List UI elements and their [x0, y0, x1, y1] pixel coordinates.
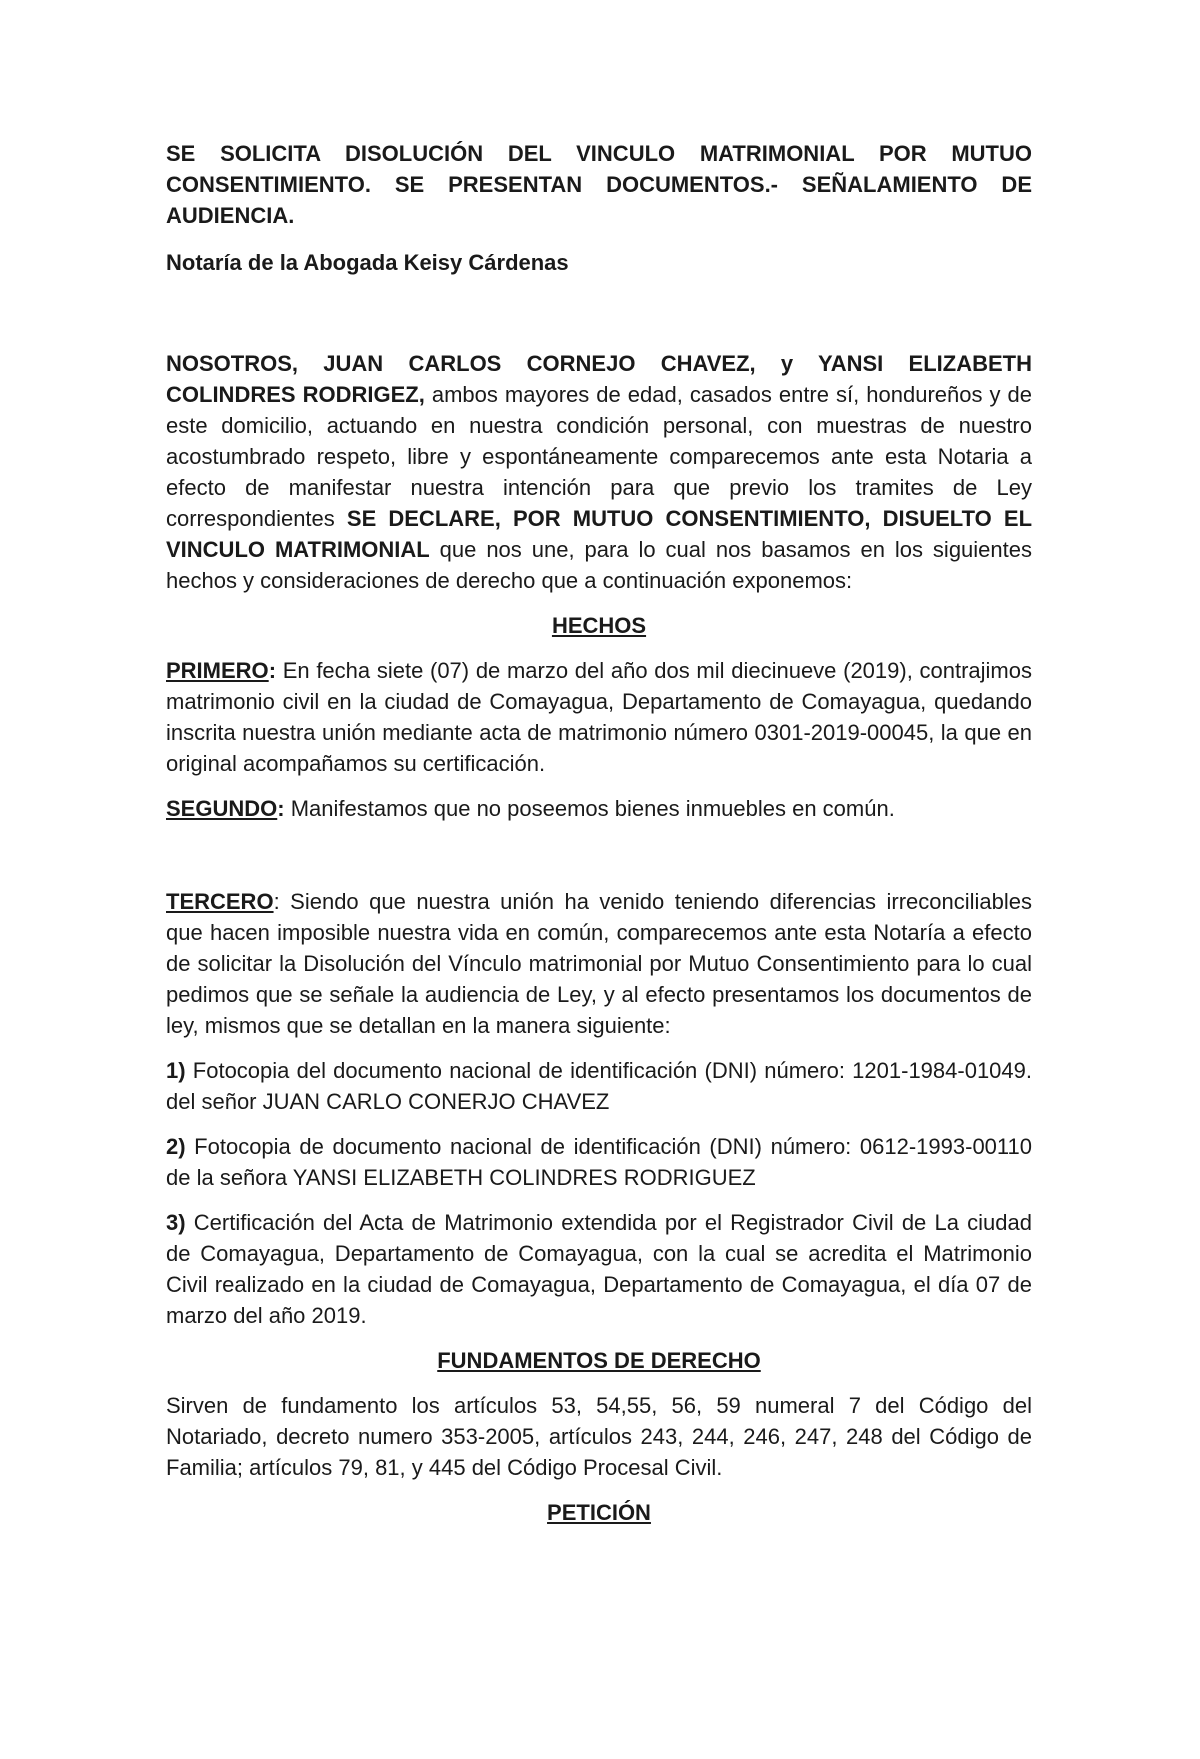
fundamentos-paragraph: Sirven de fundamento los artículos 53, 54,55, 56, 59 numeral 7 del Código del Notariado, decreto numero 353-2005, artículos 243, 244, 246, 247, 248 del Código de Familia; artículos 79, 81, y 445 del Código Procesal Civil. [166, 1393, 1032, 1480]
notary-name: Notaría de la Abogada Keisy Cárdenas [166, 250, 569, 275]
fact-tercero-text: Siendo que nuestra unión ha venido teniendo diferencias irreconciliables que hacen imposible nuestra vida en común, comparecemos ante esta Notaría a efecto de solicitar la Disolución del Vínculo matrimonial por Mutuo Consentimiento para lo cual pedimos que se señale la audiencia de Ley, y al efecto presentamos los documentos de ley, mismos que se detallan en la manera siguiente: [166, 889, 1032, 1038]
document-item-text: Fotocopia de documento nacional de identificación (DNI) número: 0612-1993-00110 de la señora YANSI ELIZABETH COLINDRES RODRIGUEZ [166, 1134, 1032, 1190]
fact-primero-label: PRIMERO [166, 658, 269, 683]
intro-request: SE DECLARE, POR MUTUO CONSENTIMIENTO, DISUELTO EL VINCULO MATRIMONIAL [166, 506, 1033, 562]
fact-tercero-label: TERCERO [166, 889, 274, 914]
fact-tercero-colon: : [273, 889, 280, 914]
document-title: SE SOLICITA DISOLUCIÓN DEL VINCULO MATRIMONIAL POR MUTUO CONSENTIMIENTO. SE PRESENTAN DOCUMENTOS.- SEÑALAMIENTO DE AUDIENCIA. [166, 141, 1032, 228]
fact-segundo-text: Manifestamos que no poseemos bienes inmuebles en común. [284, 796, 895, 821]
fact-primero-text: En fecha siete (07) de marzo del año dos mil diecinueve (2019), contrajimos matrimonio civil en la ciudad de Comayagua, Departamento de Comayagua, quedando inscrita nuestra unión mediante acta de matrimonio número 0301-2019-00045, la que en original acompañamos su certificación. [166, 658, 1032, 776]
peticion-heading: PETICIÓN [547, 1500, 651, 1525]
document-item [166, 1131, 1032, 1193]
fact-segundo-label: SEGUNDO [166, 796, 278, 821]
document-item [166, 1207, 1032, 1331]
intro-text-2: que nos une, para lo cual nos basamos en los siguientes hechos y consideraciones de derecho que a continuación exponemos: [166, 537, 1032, 593]
fact-primero [166, 655, 1032, 779]
document-item-number: 2) [166, 1134, 186, 1159]
intro-parties: NOSOTROS, JUAN CARLOS CORNEJO CHAVEZ, y YANSI ELIZABETH COLINDRES RODRIGEZ, [166, 351, 1032, 407]
document-page [166, 138, 1032, 1542]
fact-primero-colon: : [268, 658, 277, 683]
document-item-text: Certificación del Acta de Matrimonio extendida por el Registrador Civil de La ciudad de Comayagua, Departamento de Comayagua, con la cual se acredita el Matrimonio Civil realizado en la ciudad de Comayagua, Departamento de Comayagua, el día 07 de marzo del año 2019. [166, 1210, 1032, 1328]
fundamentos-heading: FUNDAMENTOS DE DERECHO [437, 1348, 761, 1373]
fact-segundo-colon: : [277, 796, 285, 821]
intro-text-1: ambos mayores de edad, casados entre sí, hondureños y de este domicilio, actuando en nuestra condición personal, con muestras de nuestro acostumbrado respeto, libre y espontáneamente comparecemos ante esta Notaria a efecto de manifestar nuestra intención para que previo los tramites de Ley correspondientes [166, 382, 1033, 531]
hechos-heading: HECHOS [551, 613, 647, 638]
fact-segundo [166, 793, 1032, 824]
document-item-text: Fotocopia del documento nacional de identificación (DNI) número: 1201-1984-01049. del señor JUAN CARLO CONERJO CHAVEZ [166, 1058, 1032, 1114]
document-item-number: 1) [166, 1058, 186, 1083]
document-item [166, 1055, 1032, 1117]
fact-tercero [166, 886, 1032, 1041]
document-item-number: 3) [166, 1210, 186, 1235]
intro-paragraph [166, 348, 1032, 596]
